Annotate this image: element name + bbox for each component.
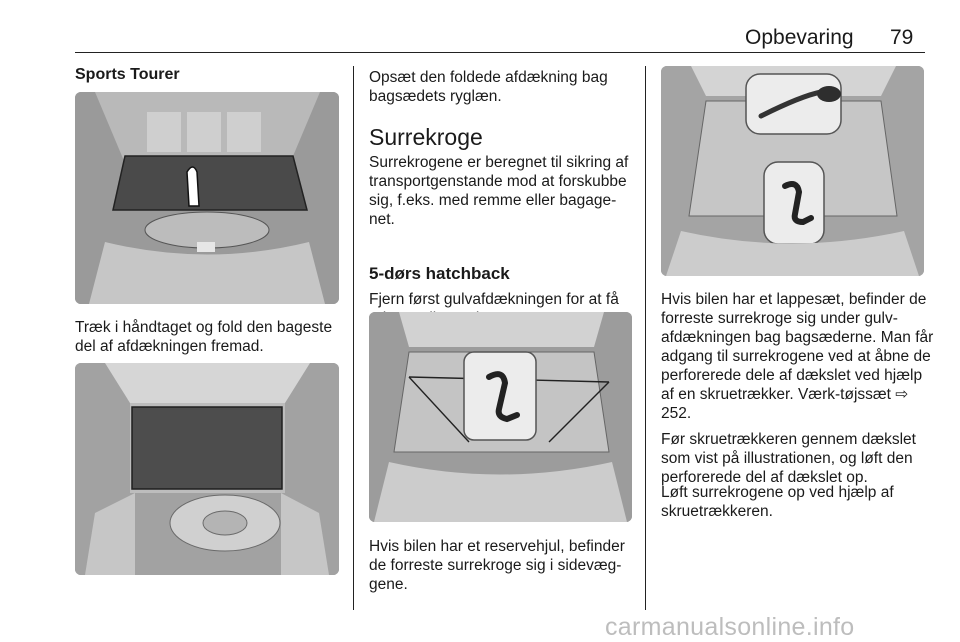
page-header-title: Opbevaring — [745, 26, 854, 49]
figure-folded-cover — [75, 363, 339, 575]
heading-surrekroge: Surrekroge — [369, 124, 483, 150]
column-divider-right — [645, 66, 646, 610]
paragraph-guide-screwdriver: Før skruetrækkeren gennem dækslet som vist på illustrationen, og løft den perforerede del af dækslet op. — [661, 431, 916, 486]
paragraph-set-cover: Opsæt den foldede afdækning bag bagsædets ryglæn. — [369, 69, 608, 105]
paragraph-fold-cover: Træk i håndtaget og fold den bageste del af afdækningen fremad. — [75, 319, 333, 355]
paragraph-surrekroge-intro: Surrekrogene er beregnet til sikring af transportgenstande mod at forskubbe sig, f.eks. med remme eller bagage-net. — [369, 154, 629, 228]
paragraph-spare-wheel-hooks: Hvis bilen har et reservehjul, befinder de forreste surrekroge sig i sidevæg-gene. — [369, 538, 625, 593]
page-reference-arrow-icon: ⇨ — [895, 386, 909, 403]
subheading-5-door-hatchback: 5-dørs hatchback — [369, 264, 510, 283]
paragraph-lift-hooks: Løft surrekrogene op ved hjælp af skruetrækkeren. — [661, 484, 894, 520]
page-reference-number: 252. — [661, 405, 692, 422]
figure-hatchback-lashing-eye — [369, 312, 632, 522]
figure-trunk-cover-handle — [75, 92, 339, 304]
section-label-sports-tourer: Sports Tourer — [75, 66, 180, 83]
figure-screwdriver-cover — [661, 66, 924, 276]
paragraph-remove-floor-cover: Fjern først gulvafdækningen for at få — [369, 291, 619, 308]
paragraph-repair-kit-text: Hvis bilen har et lappesæt, befinder de forreste surrekroge sig under gulv-afdækningen bag bagsæderne. Man får adgang til surrekrogene ved at åbne de perforerede dele af dækslet ved hjælp af en skruetrækker. Værk-tøjssæt — [661, 291, 934, 403]
watermark-site: carmanualsonline.info — [605, 613, 855, 641]
column-divider-left — [353, 66, 354, 610]
page-number: 79 — [890, 26, 914, 49]
header-divider — [75, 52, 925, 53]
paragraph-repair-kit-hooks — [661, 290, 936, 423]
